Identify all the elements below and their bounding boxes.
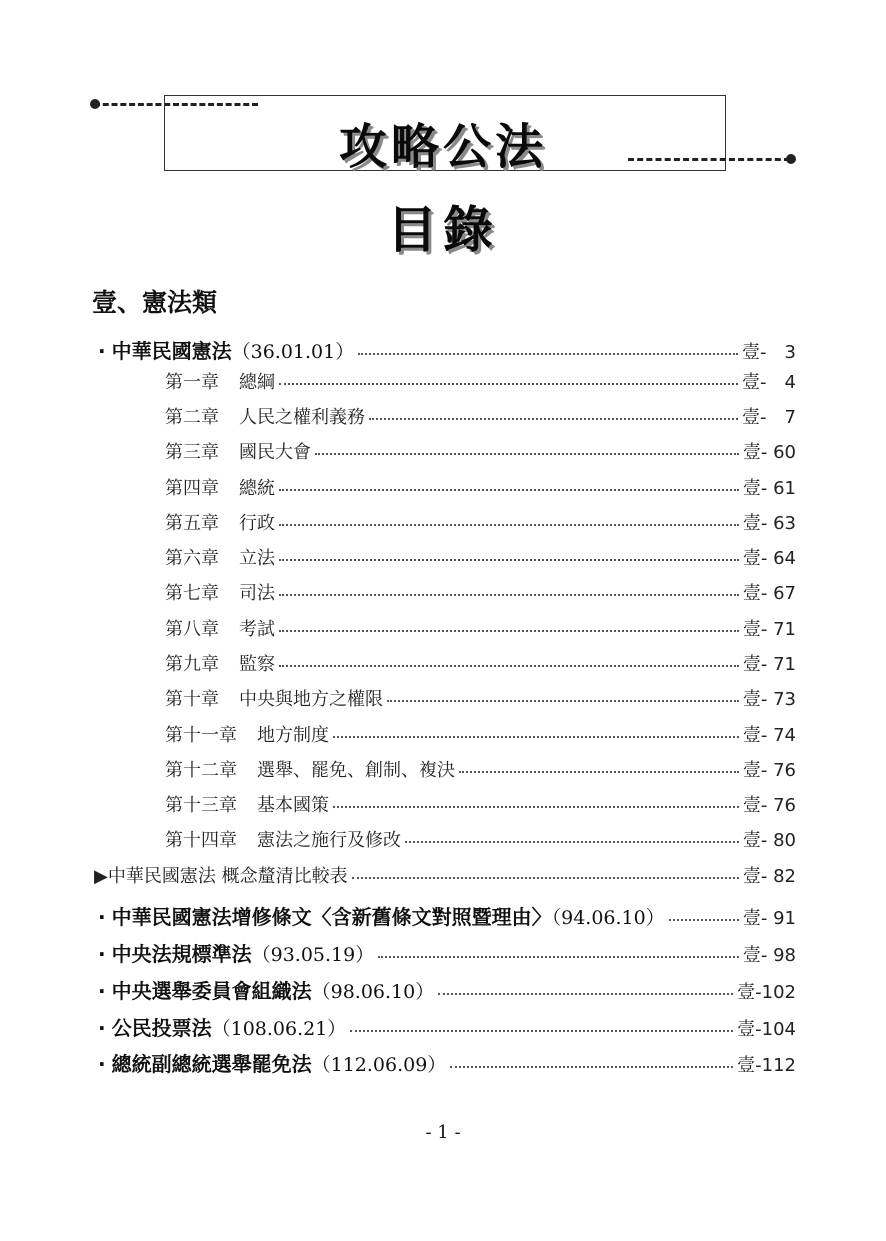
triangle-right-icon: ▶ — [94, 866, 108, 887]
chapter-number: 第二章 — [165, 407, 219, 428]
chapter-number: 第十三章 — [165, 795, 237, 816]
toc-entry-page: 壹- 67 — [742, 583, 796, 604]
toc-entry-date: （98.06.10） — [311, 981, 435, 1003]
toc-entry-election-commission-act[interactable] — [98, 975, 796, 1004]
toc-chapter-9[interactable] — [165, 650, 796, 676]
dot-leader — [279, 489, 739, 491]
toc-entry-page: 壹- 82 — [742, 866, 796, 887]
chapter-number: 第四章 — [165, 478, 219, 499]
chapter-name: 選舉、罷免、創制、複決 — [257, 760, 455, 781]
toc-chapter-12[interactable] — [165, 756, 796, 782]
toc-entry-page: 壹- 71 — [742, 654, 796, 675]
chapter-name: 總綱 — [239, 372, 275, 393]
dot-leader — [450, 1066, 733, 1068]
dot-leader — [279, 630, 739, 632]
chapter-number: 第十一章 — [165, 725, 237, 746]
toc-chapter-13[interactable] — [165, 791, 796, 817]
toc-chapter-10[interactable] — [165, 685, 796, 711]
toc-entry-date: （36.01.01） — [231, 341, 355, 363]
toc-entry-page: 壹-112 — [737, 1055, 796, 1076]
chapter-name: 司法 — [239, 583, 275, 604]
toc-entry-page: 壹- 4 — [742, 372, 796, 393]
bullet-icon: · — [98, 339, 106, 363]
toc-entry-page: 壹-104 — [737, 1019, 796, 1040]
toc-entry-date: （94.06.10） — [551, 907, 665, 929]
chapter-number: 第三章 — [165, 442, 219, 463]
toc-entry-page: 壹- 7 — [742, 407, 796, 428]
toc-entry-referendum-act[interactable] — [98, 1012, 796, 1041]
chapter-name: 監察 — [239, 654, 275, 675]
toc-entry-page: 壹- 74 — [742, 725, 796, 746]
toc-entry-page: 壹- 71 — [742, 619, 796, 640]
dot-leader — [405, 841, 739, 843]
chapter-name: 中央與地方之權限 — [239, 689, 383, 710]
toc-entry-page: 壹- 80 — [742, 830, 796, 851]
toc-entry-title: 總統副總統選舉罷免法 — [111, 1052, 312, 1076]
dot-leader — [378, 956, 739, 958]
dot-leader — [438, 993, 733, 995]
bullet-icon: · — [98, 1052, 106, 1076]
chapter-number: 第一章 — [165, 372, 219, 393]
dot-leader — [352, 877, 739, 879]
chapter-number: 第九章 — [165, 654, 219, 675]
toc-entry-page: 壹- 64 — [742, 548, 796, 569]
toc-chapter-6[interactable] — [165, 544, 796, 570]
page-number: - 1 - — [425, 1122, 461, 1143]
dot-leader — [279, 559, 739, 561]
toc-entry-page: 壹-102 — [737, 982, 796, 1003]
toc-chapter-7[interactable] — [165, 579, 796, 605]
chapter-name: 立法 — [239, 548, 275, 569]
dot-leader — [279, 665, 739, 667]
chapter-name: 人民之權利義務 — [239, 407, 365, 428]
toc-entry-page: 壹- 3 — [742, 342, 796, 363]
toc-entry-title: 中華民國憲法增修條文〈含新舊條文對照暨理由〉 — [111, 905, 552, 929]
toc-entry-title: 中華民國憲法 — [111, 339, 232, 363]
toc-entry-presidential-election-act[interactable] — [98, 1048, 796, 1077]
toc-chapter-3[interactable] — [165, 438, 796, 464]
book-title: 攻略公法 — [338, 119, 547, 175]
toc-entry-title: 公民投票法 — [111, 1016, 212, 1040]
chapter-number: 第十二章 — [165, 760, 237, 781]
toc-chapter-5[interactable] — [165, 509, 796, 535]
dot-leader — [279, 594, 739, 596]
chapter-name: 基本國策 — [257, 795, 329, 816]
toc-entry-page: 壹- 60 — [742, 442, 796, 463]
dot-leader — [279, 524, 739, 526]
dot-leader — [387, 700, 739, 702]
toc-entry-amendments[interactable] — [98, 901, 796, 930]
chapter-number: 第五章 — [165, 513, 219, 534]
toc-chapter-14[interactable] — [165, 826, 796, 852]
toc-entry-page: 壹- 73 — [742, 689, 796, 710]
contents-title: 目錄 — [387, 200, 499, 259]
chapter-name: 地方制度 — [257, 725, 329, 746]
chapter-name: 國民大會 — [239, 442, 311, 463]
dot-leader — [350, 1030, 733, 1032]
toc-entry-comparison-table[interactable] — [94, 862, 796, 888]
dot-leader — [279, 383, 738, 385]
dot-leader — [369, 418, 738, 420]
toc-entry-title: 中央選舉委員會組織法 — [111, 979, 312, 1003]
dot-leader — [669, 919, 739, 921]
toc-entry-central-regulation-standard-act[interactable] — [98, 938, 796, 967]
toc-entry-date: （93.05.19） — [251, 944, 375, 966]
chapter-name: 憲法之施行及修改 — [257, 830, 401, 851]
toc-entry-page: 壹- 76 — [742, 795, 796, 816]
toc-entry-title: 中華民國憲法 概念釐清比較表 — [107, 866, 348, 887]
chapter-number: 第十章 — [165, 689, 219, 710]
chapter-number: 第八章 — [165, 619, 219, 640]
dot-leader — [333, 736, 739, 738]
bullet-icon: · — [98, 942, 106, 966]
bullet-icon: · — [98, 1016, 106, 1040]
toc-entry-date: （108.06.21） — [211, 1018, 347, 1040]
toc-chapter-11[interactable] — [165, 721, 796, 747]
toc-entry-page: 壹- 91 — [742, 908, 796, 929]
chapter-number: 第七章 — [165, 583, 219, 604]
dot-leader — [459, 771, 739, 773]
bullet-icon: · — [98, 905, 106, 929]
dot-leader — [333, 806, 739, 808]
dot-leader — [315, 453, 739, 455]
toc-entry-page: 壹- 63 — [742, 513, 796, 534]
toc-entry-page: 壹- 98 — [742, 945, 796, 966]
toc-entry-page: 壹- 61 — [742, 478, 796, 499]
chapter-name: 考試 — [239, 619, 275, 640]
toc-chapter-1[interactable] — [165, 368, 796, 394]
dot-leader — [358, 353, 738, 355]
bullet-icon: · — [98, 979, 106, 1003]
chapter-number: 第十四章 — [165, 830, 237, 851]
section-heading: 壹、憲法類 — [92, 288, 218, 317]
toc-entry-page: 壹- 76 — [742, 760, 796, 781]
chapter-name: 總統 — [239, 478, 275, 499]
toc-entry-constitution[interactable] — [98, 335, 796, 364]
toc-entry-date: （112.06.09） — [311, 1054, 447, 1076]
toc-entry-title: 中央法規標準法 — [111, 942, 252, 966]
toc-chapter-4[interactable] — [165, 474, 796, 500]
chapter-number: 第六章 — [165, 548, 219, 569]
toc-chapter-2[interactable] — [165, 403, 796, 429]
chapter-name: 行政 — [239, 513, 275, 534]
toc-chapter-8[interactable] — [165, 615, 796, 641]
